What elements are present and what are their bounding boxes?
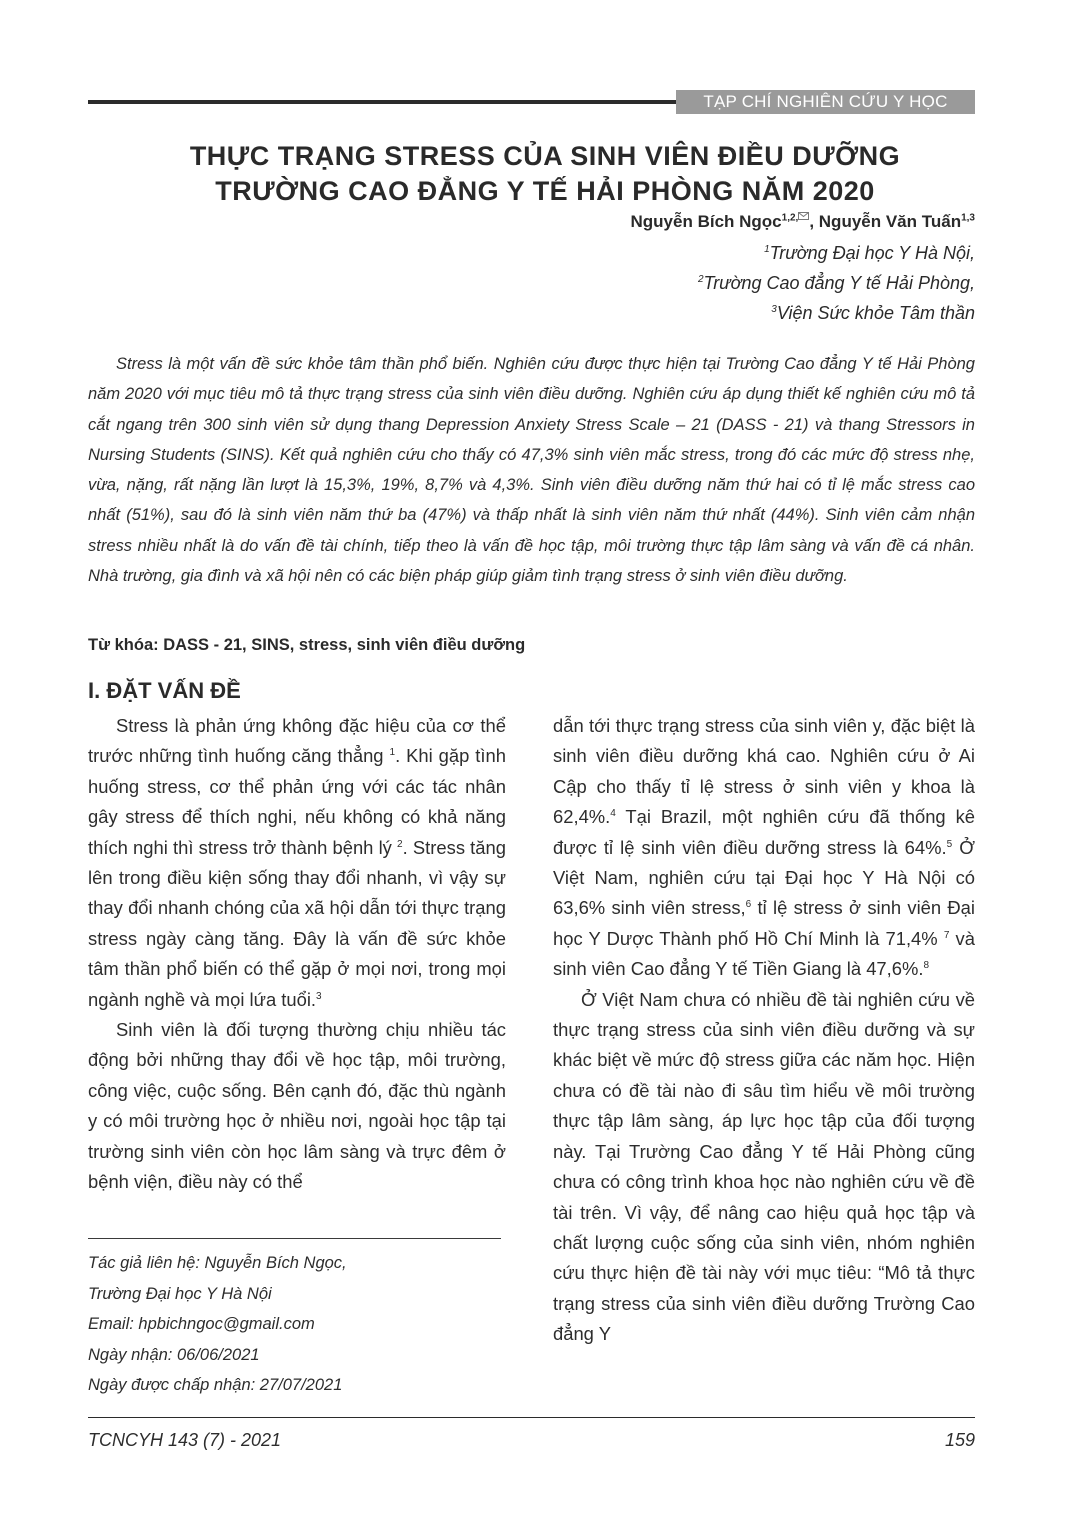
footnote-contact: Tác giả liên hệ: Nguyễn Bích Ngọc, bbox=[88, 1254, 347, 1272]
affiliation-name: Trường Cao đẳng Y tế Hải Phòng, bbox=[703, 273, 975, 293]
affiliation-1 bbox=[764, 243, 975, 264]
author-name: Nguyễn Bích Ngọc bbox=[630, 212, 782, 231]
citation-ref: 3 bbox=[316, 990, 322, 1002]
footnote-institution: Trường Đại học Y Hà Nội bbox=[88, 1284, 272, 1303]
page-number: 159 bbox=[944, 1430, 975, 1450]
footer-rule bbox=[88, 1417, 975, 1418]
body-column-left bbox=[88, 711, 506, 1198]
citation-ref: 7 bbox=[943, 929, 950, 941]
affiliation-3 bbox=[771, 303, 975, 324]
journal-citation: TCNCYH 143 (7) - 2021 bbox=[88, 1430, 282, 1450]
article-title-line-2: TRƯỜNG CAO ĐẲNG Y TẾ HẢI PHÒNG NĂM 2020 bbox=[215, 176, 875, 206]
body-column-right bbox=[553, 711, 975, 1350]
paragraph: dẫn tới thực trạng stress của sinh viên y, đặc biệt là sinh viên điều dưỡng khá cao. Nghiên cứu ở Ai Cập cho thấy tỉ lệ stress ở sinh viên y khoa là 62,4%.$^4$ Tại Brazil, một nghiên cứu đã thống kê được tỉ lệ sinh viên điều dưỡng stress là 64%.$^5$ Ở Việt Nam, nghiên cứu tại Đại học Y Hà Nội có 63,6% sinh viên stress,$^6$ tỉ lệ stress ở sinh viên Đại học Y Dược Thành phố Hồ Chí Minh là 71,4% $^7$ và sinh viên Cao đẳng Y tế Tiền Giang là 47,6%.$^8$ bbox=[553, 715, 975, 980]
header-rule bbox=[88, 100, 676, 104]
article-title-line-1: THỰC TRẠNG STRESS CỦA SINH VIÊN ĐIỀU DƯỠNG bbox=[189, 141, 901, 171]
affiliation-name: Trường Đại học Y Hà Nội, bbox=[769, 243, 975, 263]
keywords: Từ khóa: DASS - 21, SINS, stress, sinh viên điều dưỡng bbox=[88, 636, 526, 654]
envelope-icon bbox=[798, 212, 809, 223]
paragraph: Sinh viên là đối tượng thường chịu nhiều tác động bởi những thay đổi về học tập, môi trường, công việc, cuộc sống. Bên cạnh đó, đặc thù ngành y có môi trường học ở nhiều nơi, ngoài học tập tại trường sinh viên còn học lâm sàng và trực đêm ở bệnh viện, điều này có thể bbox=[88, 1019, 506, 1193]
journal-name-badge: TẠP CHÍ NGHIÊN CỨU Y HỌC bbox=[676, 90, 975, 114]
footnote-received-date: Ngày nhận: 06/06/2021 bbox=[88, 1345, 260, 1364]
author-affiliation-mark: 1,3 bbox=[961, 212, 975, 224]
affiliation-mark: 3 bbox=[771, 304, 777, 315]
paragraph: Stress là phản ứng không đặc hiệu của cơ thể trước những tình huống căng thẳng $^1$. Khi gặp tình huống stress, cơ thể phản ứng với các tác nhân gây stress để thích nghi, nếu không có khả năng thích nghi thì stress trở thành bệnh lý $^2$. Stress tăng lên trong điều kiện sống thay đổi nhanh, vì vậy sự thay đổi nhanh chóng của xã hội dẫn tới thực trạng stress ngày càng tăng. Đây là vấn đề sức khỏe tâm thần phổ biến có thể gặp ở mọi nơi, trong mọi ngành nghề và mọi lứa tuổi.$^3$ bbox=[88, 715, 506, 1010]
affiliation-mark: 2 bbox=[697, 274, 704, 285]
footnote-rule bbox=[88, 1238, 501, 1239]
citation-ref: 4 bbox=[610, 808, 616, 820]
affiliation-mark: 1 bbox=[764, 244, 770, 255]
citation-ref: 5 bbox=[946, 838, 953, 850]
author-name: Nguyễn Văn Tuấn bbox=[818, 212, 962, 231]
author-affiliation-mark: 1,2, bbox=[781, 212, 799, 224]
affiliation-2 bbox=[698, 273, 975, 294]
author-list bbox=[631, 212, 975, 232]
citation-ref: 8 bbox=[923, 960, 930, 972]
corresponding-author-footnote bbox=[88, 1248, 508, 1401]
affiliation-name: Viện Sức khỏe Tâm thần bbox=[776, 303, 975, 323]
abstract: Stress là một vấn đề sức khỏe tâm thần phổ biến. Nghiên cứu được thực hiện tại Trường Cao đẳng Y tế Hải Phòng năm 2020 với mục tiêu mô tả thực trạng stress của sinh viên điều dưỡng. Nghiên cứu áp dụng thiết kế nghiên cứu mô tả cắt ngang trên 300 sinh viên sử dụng thang Depression Anxiety Stress Scale – 21 (DASS - 21) và thang Stressors in Nursing Students (SINS). Kết quả nghiên cứu cho thấy có 47,3% sinh viên mắc stress, trong đó các mức độ stress nhẹ, vừa, nặng, rất nặng lần lượt là 15,3%, 19%, 8,7% và 4,3%. Sinh viên điều dưỡng năm thứ hai có tỉ lệ mắc stress cao nhất (51%), sau đó là sinh viên năm thứ ba (47%) và thấp nhất là sinh viên năm thứ nhất (44%). Sinh viên cảm nhận stress nhiều nhất là do vấn đề tài chính, tiếp theo là vấn đề học tập, môi trường thực tập lâm sàng và vấn đề cá nhân. Nhà trường, gia đình và xã hội nên có các biện pháp giúp giảm tình trạng stress ở sinh viên điều dưỡng. bbox=[88, 355, 975, 586]
footnote-accepted-date: Ngày được chấp nhận: 27/07/2021 bbox=[88, 1376, 343, 1394]
footnote-email: Email: hpbichngoc@gmail.com bbox=[88, 1315, 315, 1333]
citation-ref: 6 bbox=[745, 899, 752, 911]
author-separator: , bbox=[809, 212, 819, 231]
section-heading: I. ĐẶT VẤN ĐỀ bbox=[88, 678, 241, 703]
citation-ref: 1 bbox=[389, 747, 396, 759]
citation-ref: 2 bbox=[397, 838, 403, 850]
paragraph: Ở Việt Nam chưa có nhiều đề tài nghiên cứu về thực trạng stress của sinh viên điều dưỡng và sự khác biệt về mức độ stress giữa các năm học. Hiện chưa có đề tài nào đi sâu tìm hiểu về môi trường thực tập lâm sàng, áp lực học tập của đối tượng này. Tại Trường Cao đẳng Y tế Hải Phòng cũng chưa có công trình khoa học nào nghiên cứu về đề tài trên. Vì vậy, để nâng cao hiệu quả học tập và chất lượng cuộc sống của sinh viên, nhóm nghiên cứu thực hiện đề tài này với mục tiêu: “Mô tả thực trạng stress của sinh viên điều dưỡng Trường Cao đẳng Y bbox=[553, 988, 975, 1345]
